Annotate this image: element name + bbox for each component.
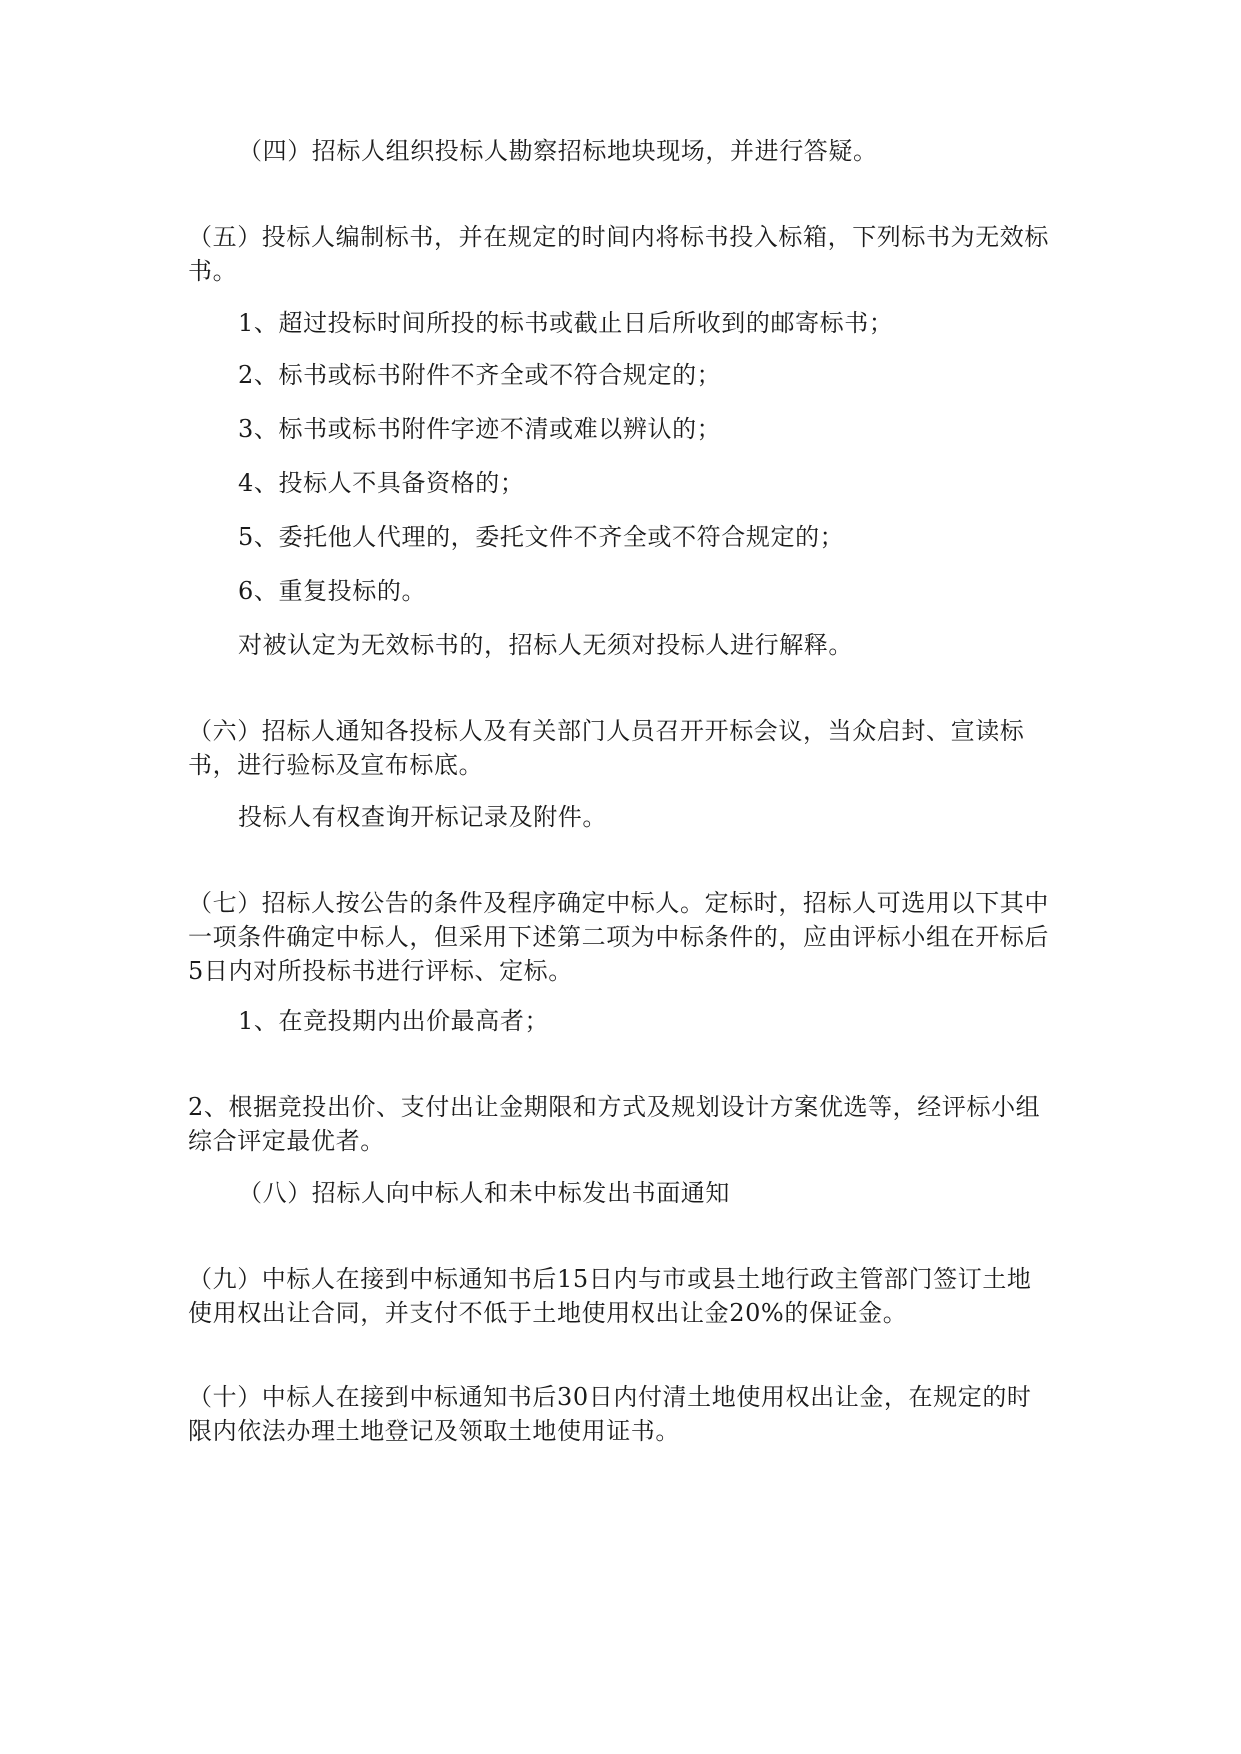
list-item-invalid-3: 3、标书或标书附件字迹不清或难以辨认的； <box>238 415 722 443</box>
paragraph-payment-registration: （十）中标人在接到中标通知书后30日内付清土地使用权出让金，在规定的时限内依法办理土地登记及领取土地使用证书。 <box>188 1383 1032 1445</box>
paragraph-bid-preparation: （五）投标人编制标书，并在规定的时间内将标书投入标箱，下列标书为无效标书。 <box>188 223 1049 285</box>
paragraph-written-notice: （八）招标人向中标人和未中标发出书面通知 <box>238 1179 730 1207</box>
paragraph-site-inspection: （四）招标人组织投标人勘察招标地块现场，并进行答疑。 <box>238 137 878 165</box>
paragraph-winner-determination: （七）招标人按公告的条件及程序确定中标人。定标时，招标人可选用以下其中一项条件确定中标人，但采用下述第二项为中标条件的，应由评标小组在开标后5日内对所投标书进行评标、定标。 <box>188 889 1049 985</box>
paragraph-records-query: 投标人有权查询开标记录及附件。 <box>238 803 607 831</box>
paragraph-no-explanation: 对被认定为无效标书的，招标人无须对投标人进行解释。 <box>238 631 853 659</box>
list-item-invalid-4: 4、投标人不具备资格的； <box>238 469 525 497</box>
paragraph-bid-opening: （六）招标人通知各投标人及有关部门人员召开开标会议，当众启封、宣读标书，进行验标及宣布标底。 <box>188 717 1025 779</box>
list-item-criterion-1: 1、在竞投期内出价最高者； <box>238 1007 550 1035</box>
list-item-invalid-5: 5、委托他人代理的，委托文件不齐全或不符合规定的； <box>238 523 845 551</box>
list-item-criterion-2: 2、根据竞投出价、支付出让金期限和方式及规划设计方案优选等，经评标小组综合评定最优者。 <box>188 1093 1041 1155</box>
list-item-invalid-6: 6、重复投标的。 <box>238 577 427 605</box>
paragraph-contract-signing: （九）中标人在接到中标通知书后15日内与市或县土地行政主管部门签订土地使用权出让合同，并支付不低于土地使用权出让金20%的保证金。 <box>188 1265 1032 1327</box>
list-item-invalid-2: 2、标书或标书附件不齐全或不符合规定的； <box>238 361 722 389</box>
list-item-invalid-1: 1、超过投标时间所投的标书或截止日后所收到的邮寄标书； <box>238 309 894 337</box>
